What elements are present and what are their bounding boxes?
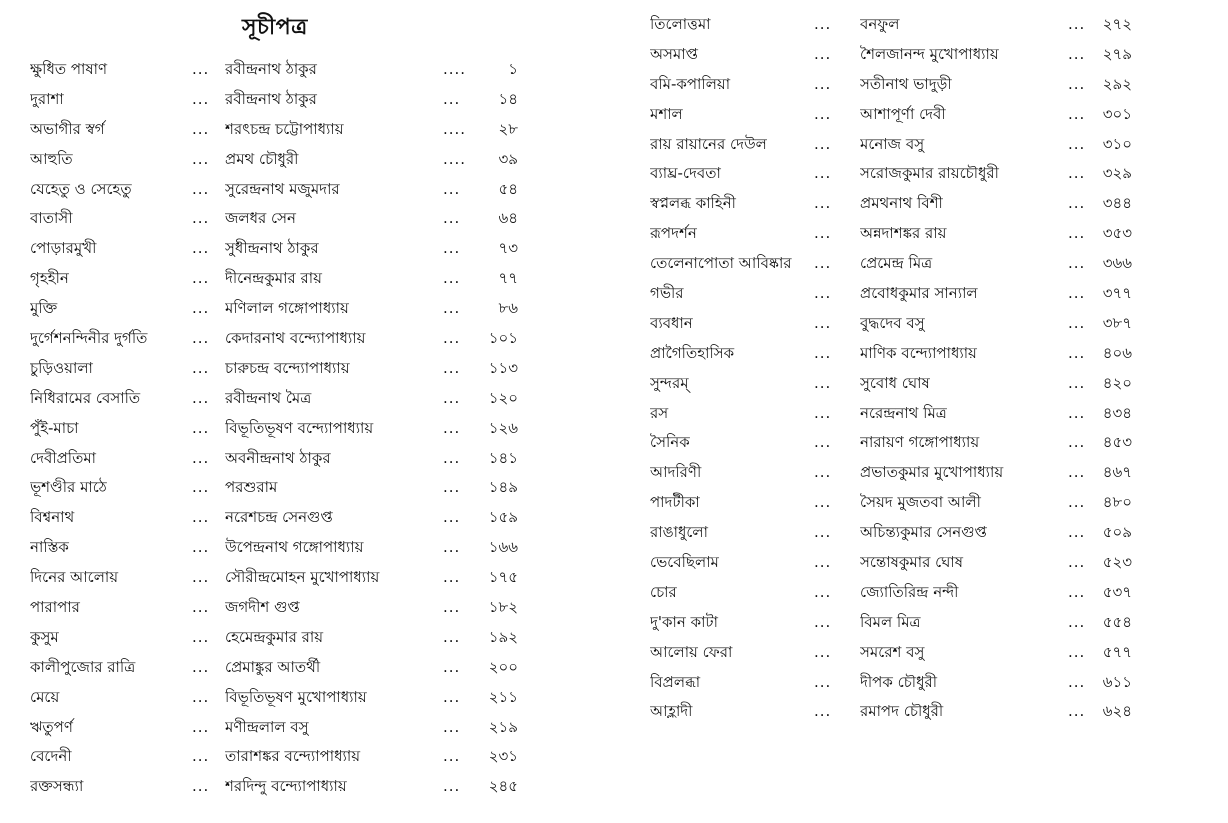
leader-dots: ... <box>443 777 461 796</box>
leader-dots: ... <box>814 343 832 362</box>
leader-dots: ... <box>814 254 832 273</box>
leader-dots: ... <box>814 463 832 482</box>
contents-entry <box>30 563 530 593</box>
story-title: প্রাগৈতিহাসিক <box>650 343 735 362</box>
leader-dots: ... <box>192 478 210 497</box>
leader-dots: ... <box>814 104 832 123</box>
author-name: সুধীন্দ্রনাথ ঠাকুর <box>225 239 319 258</box>
page-number: ৫৩৭ <box>1102 582 1132 601</box>
leader-dots: .... <box>443 119 467 138</box>
contents-entry <box>30 742 530 772</box>
leader-dots: ... <box>1068 493 1086 512</box>
story-title: রক্তসন্ধ্যা <box>30 777 84 796</box>
story-title: ব্যবধান <box>650 313 693 332</box>
story-title: বেদেনী <box>30 747 72 766</box>
leader-dots: ... <box>192 239 210 258</box>
author-name: প্রমথ চৌধুরী <box>225 149 299 168</box>
page-number: ১৬৬ <box>488 538 518 557</box>
leader-dots: ... <box>192 358 210 377</box>
leader-dots: ... <box>192 568 210 587</box>
contents-entry <box>650 40 1150 70</box>
leader-dots: ... <box>192 627 210 646</box>
author-name: আশাপূর্ণা দেবী <box>860 104 946 123</box>
page-number: ৬৪ <box>498 209 518 228</box>
contents-entry <box>30 533 530 563</box>
story-title: রস <box>650 403 669 422</box>
leader-dots: ... <box>814 313 832 332</box>
author-name: প্রমথনাথ বিশী <box>860 194 943 213</box>
contents-entry <box>30 85 530 115</box>
story-title: ব্যাঘ্র-দেবতা <box>650 164 721 183</box>
page-number: ১১৩ <box>488 358 518 377</box>
page-number: ৮৬ <box>498 299 518 318</box>
leader-dots: ... <box>1068 313 1086 332</box>
leader-dots: ... <box>1068 15 1086 33</box>
page-number: ১৯২ <box>488 627 518 646</box>
leader-dots: ... <box>814 74 832 93</box>
page-number: ১৪১ <box>488 448 518 467</box>
contents-entry <box>30 384 530 414</box>
leader-dots: ... <box>192 747 210 766</box>
author-name: নরেশচন্দ্র সেনগুপ্ত <box>225 508 333 527</box>
page-number: ৪৮০ <box>1102 493 1132 512</box>
contents-entry <box>650 697 1150 727</box>
author-name: অন্নদাশঙ্কর রায় <box>860 224 947 243</box>
story-title: কালীপুজোর রাত্রি <box>30 657 136 676</box>
leader-dots: ... <box>192 448 210 467</box>
story-title: ভূশণ্ডীর মাঠে <box>30 478 107 497</box>
story-title: পোড়ারমুখী <box>30 239 97 258</box>
leader-dots: ... <box>1068 582 1086 601</box>
leader-dots: ... <box>443 568 461 587</box>
story-title: যেহেতু ও সেহেতু <box>30 179 132 198</box>
contents-entry <box>30 683 530 713</box>
contents-entry <box>30 294 530 324</box>
story-title: ঋতুপর্ণ <box>30 717 73 736</box>
contents-entry <box>30 713 530 743</box>
author-name: মণীন্দ্রলাল বসু <box>225 717 309 736</box>
leader-dots: ... <box>443 418 461 437</box>
page-number: ৫৭৭ <box>1102 642 1132 661</box>
page-number: ১৮২ <box>488 598 518 617</box>
contents-entry <box>30 234 530 264</box>
page-number: ২৪৫ <box>488 777 518 796</box>
author-name: বনফুল <box>860 15 900 33</box>
story-title: দিনের আলোয় <box>30 568 119 587</box>
leader-dots: ... <box>443 329 461 348</box>
page-number: ১০১ <box>488 329 518 348</box>
author-name: প্রভাতকুমার মুখোপাধ্যায় <box>860 463 1004 482</box>
author-name: সতীনাথ ভাদুড়ী <box>860 74 952 93</box>
page-number: ১২৬ <box>488 418 518 437</box>
author-name: নারায়ণ গঙ্গোপাধ্যায় <box>860 433 980 452</box>
contents-entry <box>650 100 1150 130</box>
page-title: সূচীপত্র <box>242 15 308 40</box>
author-name: জ্যোতিরিন্দ্র নন্দী <box>860 582 959 601</box>
leader-dots: ... <box>443 89 461 108</box>
author-name: সুবোধ ঘোষ <box>860 373 930 392</box>
contents-entry <box>30 264 530 294</box>
author-name: প্রবোধকুমার সান্যাল <box>860 284 978 303</box>
leader-dots: ... <box>192 388 210 407</box>
author-name: সন্তোষকুমার ঘোষ <box>860 553 964 572</box>
story-title: বমি-কপালিয়া <box>650 74 731 93</box>
leader-dots: ... <box>192 418 210 437</box>
author-name: রবীন্দ্রনাথ ঠাকুর <box>225 89 317 108</box>
leader-dots: ... <box>814 44 832 63</box>
author-name: হেমেন্দ্রকুমার রায় <box>225 627 324 646</box>
page-number: ৩৫৩ <box>1102 224 1132 243</box>
contents-entry <box>650 548 1150 578</box>
leader-dots: ... <box>443 657 461 676</box>
leader-dots: ... <box>192 179 210 198</box>
leader-dots: ... <box>443 388 461 407</box>
leader-dots: ... <box>1068 284 1086 303</box>
story-title: নাস্তিক <box>30 538 69 557</box>
leader-dots: ... <box>443 508 461 527</box>
leader-dots: ... <box>192 119 210 138</box>
leader-dots: ... <box>1068 104 1086 123</box>
page-number: ৩২৯ <box>1102 164 1132 183</box>
leader-dots: ... <box>443 538 461 557</box>
story-title: আলোয় ফেরা <box>650 642 733 661</box>
author-name: মণিলাল গঙ্গোপাধ্যায় <box>225 299 349 318</box>
author-name: প্রেমাঙ্কুর আতর্থী <box>225 657 321 676</box>
contents-entry <box>650 578 1150 608</box>
page-number: ১ <box>508 60 518 78</box>
leader-dots: ... <box>1068 373 1086 392</box>
page-number: ৪৫৩ <box>1102 433 1132 452</box>
leader-dots: ... <box>1068 403 1086 422</box>
leader-dots: ... <box>192 657 210 676</box>
contents-entry <box>30 354 530 384</box>
contents-entry <box>650 130 1150 160</box>
contents-entry <box>30 145 530 175</box>
contents-entry <box>30 653 530 683</box>
story-title: বিশ্বনাথ <box>30 508 75 527</box>
page-number: ৩৯ <box>498 149 518 168</box>
author-name: সুরেন্দ্রনাথ মজুমদার <box>225 179 340 198</box>
page-number: ৫০৯ <box>1102 523 1132 542</box>
contents-column-left <box>30 55 530 802</box>
leader-dots: ... <box>814 642 832 661</box>
page-number: ৩৪৪ <box>1102 194 1132 213</box>
author-name: সৈয়দ মুজতবা আলী <box>860 493 981 512</box>
story-title: বিপ্রলব্ধা <box>650 672 701 691</box>
page-number: ৫২৩ <box>1102 553 1132 572</box>
leader-dots: ... <box>192 60 210 78</box>
contents-entry <box>650 458 1150 488</box>
leader-dots: ... <box>192 299 210 318</box>
leader-dots: ... <box>443 598 461 617</box>
leader-dots: ... <box>192 598 210 617</box>
page-number: ২০০ <box>488 657 518 676</box>
leader-dots: ... <box>1068 642 1086 661</box>
author-name: বিভূতিভূষণ বন্দ্যোপাধ্যায় <box>225 418 374 437</box>
contents-entry <box>30 115 530 145</box>
leader-dots: ... <box>1068 254 1086 273</box>
contents-entry <box>650 518 1150 548</box>
page-number: ৩৮৭ <box>1102 313 1132 332</box>
contents-entry <box>30 772 530 802</box>
author-name: বুদ্ধদেব বসু <box>860 313 925 332</box>
page-number: ৬২৪ <box>1102 702 1132 721</box>
leader-dots: ... <box>443 627 461 646</box>
leader-dots: ... <box>192 329 210 348</box>
page-number: ৩০১ <box>1102 104 1132 123</box>
leader-dots: ... <box>814 15 832 33</box>
page-number: ১২০ <box>488 388 518 407</box>
story-title: ভেবেছিলাম <box>650 553 719 572</box>
story-title: মেয়ে <box>30 687 60 706</box>
leader-dots: ... <box>192 149 210 168</box>
story-title: অভাগীর স্বর্গ <box>30 119 105 138</box>
leader-dots: ... <box>814 582 832 601</box>
leader-dots: ... <box>814 672 832 691</box>
page-number: ৭৭ <box>498 269 518 288</box>
leader-dots: ... <box>1068 134 1086 153</box>
author-name: রমাপদ চৌধুরী <box>860 702 944 721</box>
leader-dots: ... <box>192 508 210 527</box>
story-title: চুড়িওয়ালা <box>30 358 93 377</box>
leader-dots: ... <box>1068 44 1086 63</box>
leader-dots: ... <box>192 717 210 736</box>
leader-dots: ... <box>192 269 210 288</box>
author-name: সমরেশ বসু <box>860 642 925 661</box>
leader-dots: ... <box>1068 433 1086 452</box>
contents-entry <box>30 444 530 474</box>
leader-dots: ... <box>1068 164 1086 183</box>
leader-dots: ... <box>192 89 210 108</box>
story-title: দু'কান কাটা <box>650 612 718 631</box>
contents-entry <box>650 399 1150 429</box>
contents-entry <box>30 414 530 444</box>
leader-dots: ... <box>443 448 461 467</box>
page-number: ২১১ <box>488 687 518 706</box>
contents-entry <box>650 219 1150 249</box>
page-number: ৪০৬ <box>1102 343 1132 362</box>
leader-dots: ... <box>814 702 832 721</box>
page-number: ৬১১ <box>1102 672 1132 691</box>
leader-dots: ... <box>1068 523 1086 542</box>
leader-dots: ... <box>814 553 832 572</box>
leader-dots: ... <box>192 538 210 557</box>
leader-dots: ... <box>1068 224 1086 243</box>
story-title: গৃহহীন <box>30 269 69 288</box>
story-title: সৈনিক <box>650 433 690 452</box>
contents-entry <box>30 55 530 85</box>
story-title: আহ্লাদী <box>650 702 693 721</box>
author-name: প্রেমেন্দ্র মিত্র <box>860 254 933 273</box>
page-number: ৭৩ <box>498 239 518 258</box>
leader-dots: ... <box>443 239 461 258</box>
story-title: রায় রায়ানের দেউল <box>650 134 767 153</box>
story-title: চোর <box>650 582 677 601</box>
author-name: চারুচন্দ্র বন্দ্যোপাধ্যায় <box>225 358 350 377</box>
page-number: ৩৭৭ <box>1102 284 1132 303</box>
author-name: জলধর সেন <box>225 209 296 228</box>
author-name: বিমল মিত্র <box>860 612 921 631</box>
leader-dots: .... <box>443 60 467 78</box>
contents-entry <box>650 279 1150 309</box>
story-title: বাতাসী <box>30 209 73 228</box>
contents-column-right <box>650 10 1150 727</box>
author-name: রবীন্দ্রনাথ মৈত্র <box>225 388 312 407</box>
leader-dots: ... <box>443 717 461 736</box>
story-title: মুক্তি <box>30 299 58 318</box>
leader-dots: ... <box>1068 194 1086 213</box>
author-name: অচিন্ত্যকুমার সেনগুপ্ত <box>860 523 987 542</box>
story-title: রূপদর্শন <box>650 224 697 243</box>
leader-dots: ... <box>814 433 832 452</box>
story-title: গভীর <box>650 284 684 303</box>
leader-dots: ... <box>443 179 461 198</box>
page-number: ২৭৯ <box>1102 44 1132 63</box>
story-title: তিলোত্তমা <box>650 15 711 33</box>
leader-dots: ... <box>814 284 832 303</box>
story-title: অসমাপ্ত <box>650 44 698 63</box>
story-title: পুঁই-মাচা <box>30 418 79 437</box>
page-number: ২৭২ <box>1102 15 1132 33</box>
author-name: মনোজ বসু <box>860 134 925 153</box>
contents-entry <box>30 593 530 623</box>
page-number: ৪৩৪ <box>1102 403 1132 422</box>
page-number: ১৪ <box>498 89 518 108</box>
contents-entry <box>650 668 1150 698</box>
contents-entry <box>650 339 1150 369</box>
contents-entry <box>30 473 530 503</box>
page-number: ৪৬৭ <box>1102 463 1132 482</box>
leader-dots: ... <box>192 777 210 796</box>
author-name: দীপক চৌধুরী <box>860 672 938 691</box>
contents-entry <box>650 369 1150 399</box>
author-name: জগদীশ গুপ্ত <box>225 598 300 617</box>
leader-dots: ... <box>1068 612 1086 631</box>
contents-entry <box>650 189 1150 219</box>
leader-dots: ... <box>443 747 461 766</box>
contents-entry <box>30 324 530 354</box>
leader-dots: ... <box>814 164 832 183</box>
contents-entry <box>30 623 530 653</box>
page-number: ১৪৯ <box>488 478 518 497</box>
page-number: ৫৪ <box>498 179 518 198</box>
author-name: পরশুরাম <box>225 478 278 497</box>
author-name: দীনেন্দ্রকুমার রায় <box>225 269 322 288</box>
leader-dots: ... <box>443 358 461 377</box>
leader-dots: ... <box>814 134 832 153</box>
contents-entry <box>650 249 1150 279</box>
page-number: ৪২০ <box>1102 373 1132 392</box>
story-title: রাঙাধুলো <box>650 523 708 542</box>
leader-dots: ... <box>814 373 832 392</box>
page-number: ৫৫৪ <box>1102 612 1132 631</box>
contents-entry <box>30 503 530 533</box>
leader-dots: ... <box>192 209 210 228</box>
contents-entry <box>650 638 1150 668</box>
story-title: কুসুম <box>30 627 59 646</box>
leader-dots: ... <box>1068 463 1086 482</box>
leader-dots: ... <box>443 687 461 706</box>
leader-dots: ... <box>1068 343 1086 362</box>
contents-entry <box>650 608 1150 638</box>
story-title: পারাপার <box>30 598 80 617</box>
story-title: দেবীপ্রতিমা <box>30 448 97 467</box>
contents-entry <box>650 488 1150 518</box>
page-number: ১৫৯ <box>488 508 518 527</box>
author-name: শরদিন্দু বন্দ্যোপাধ্যায় <box>225 777 347 796</box>
story-title: তেলেনাপোতা আবিষ্কার <box>650 254 792 273</box>
leader-dots: ... <box>1068 702 1086 721</box>
leader-dots: ... <box>814 403 832 422</box>
leader-dots: ... <box>443 209 461 228</box>
story-title: ক্ষুধিত পাষাণ <box>30 60 108 78</box>
author-name: সরোজকুমার রায়চৌধুরী <box>860 164 999 183</box>
leader-dots: ... <box>814 224 832 243</box>
leader-dots: ... <box>443 269 461 288</box>
story-title: দুরাশা <box>30 89 64 108</box>
story-title: মশাল <box>650 104 683 123</box>
author-name: তারাশঙ্কর বন্দ্যোপাধ্যায় <box>225 747 361 766</box>
author-name: অবনীন্দ্রনাথ ঠাকুর <box>225 448 331 467</box>
contents-entry <box>30 204 530 234</box>
story-title: স্বপ্নলব্ধ কাহিনী <box>650 194 736 213</box>
leader-dots: ... <box>814 612 832 631</box>
author-name: মাণিক বন্দ্যোপাধ্যায় <box>860 343 977 362</box>
leader-dots: ... <box>443 478 461 497</box>
contents-entry <box>650 70 1150 100</box>
author-name: শৈলজানন্দ মুখোপাধ্যায় <box>860 44 999 63</box>
author-name: উপেন্দ্রনাথ গঙ্গোপাধ্যায় <box>225 538 364 557</box>
leader-dots: ... <box>814 523 832 542</box>
author-name: সৌরীন্দ্রমোহন মুখোপাধ্যায় <box>225 568 380 587</box>
page-number: ৩৬৬ <box>1102 254 1132 273</box>
author-name: কেদারনাথ বন্দ্যোপাধ্যায় <box>225 329 366 348</box>
page-number: ১৭৫ <box>488 568 518 587</box>
leader-dots: ... <box>1068 672 1086 691</box>
story-title: সুন্দরম্ <box>650 373 689 392</box>
contents-entry <box>650 428 1150 458</box>
page-number: ২৯২ <box>1102 74 1132 93</box>
page-number: ৩১০ <box>1102 134 1132 153</box>
leader-dots: ... <box>192 687 210 706</box>
story-title: পাদটীকা <box>650 493 700 512</box>
leader-dots: ... <box>443 299 461 318</box>
contents-entry <box>650 309 1150 339</box>
leader-dots: ... <box>1068 74 1086 93</box>
story-title: আদরিণী <box>650 463 702 482</box>
page-number: ২১৯ <box>488 717 518 736</box>
story-title: আহুতি <box>30 149 73 168</box>
author-name: নরেন্দ্রনাথ মিত্র <box>860 403 947 422</box>
leader-dots: ... <box>814 194 832 213</box>
story-title: দুর্গেশনন্দিনীর দুর্গতি <box>30 329 148 348</box>
contents-entry <box>30 175 530 205</box>
contents-entry <box>650 159 1150 189</box>
leader-dots: .... <box>443 149 467 168</box>
author-name: শরৎচন্দ্র চট্টোপাধ্যায় <box>225 119 344 138</box>
story-title: নিধিরামের বেসাতি <box>30 388 141 407</box>
author-name: বিভূতিভূষণ মুখোপাধ্যায় <box>225 687 367 706</box>
page-number: ২৮ <box>498 119 518 138</box>
contents-entry <box>650 10 1150 40</box>
page-number: ২৩১ <box>488 747 518 766</box>
leader-dots: ... <box>1068 553 1086 572</box>
author-name: রবীন্দ্রনাথ ঠাকুর <box>225 60 317 78</box>
leader-dots: ... <box>814 493 832 512</box>
